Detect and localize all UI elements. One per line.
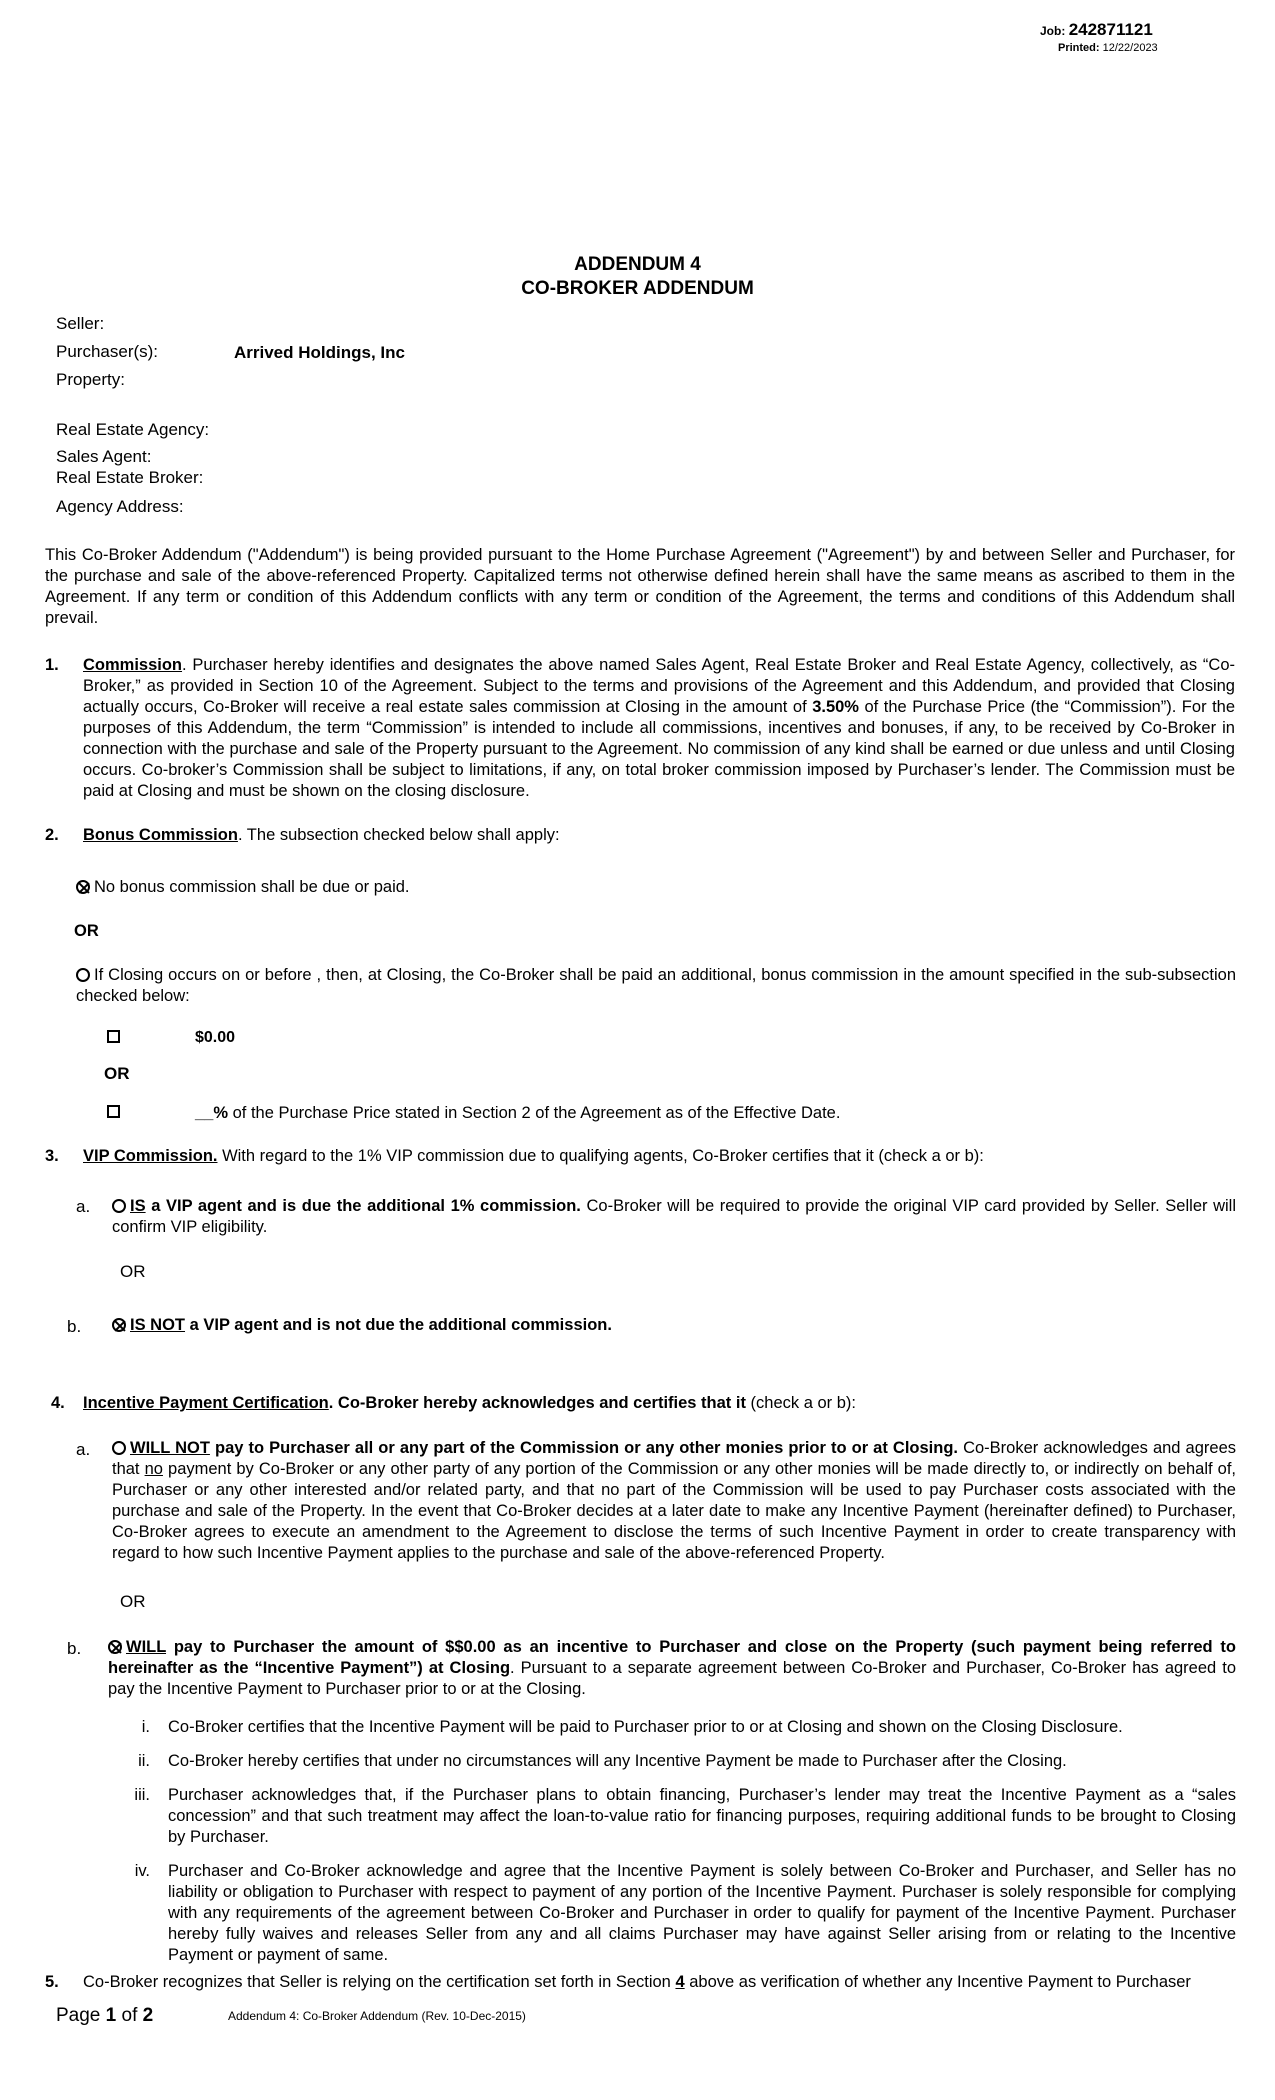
section-2-heading: Bonus Commission (83, 826, 238, 844)
section-2-text: . The subsection checked below shall apply: (237, 826, 560, 844)
list-item (110, 1751, 1236, 1785)
vip-or: OR (120, 1262, 146, 1281)
seller-label: Seller: (56, 314, 105, 333)
incentive-option-a (112, 1438, 1236, 1564)
radio-unchecked-icon[interactable] (112, 1199, 126, 1213)
agency-label: Real Estate Agency: (56, 420, 210, 439)
incentive-a-text-1: Co-Broker acknowledges and agrees that (112, 1439, 1237, 1478)
sub-or-divider: OR (104, 1064, 130, 1083)
incentive-or: OR (120, 1592, 146, 1611)
list-item (110, 1861, 1236, 1966)
item-number: i. (141, 1718, 150, 1736)
incentive-will-not: WILL NOT (130, 1439, 210, 1457)
incentive-a-bold: pay to Purchaser all or any part of the Commission or any other monies prior to or at Closing. (209, 1439, 959, 1457)
vip-is: IS (130, 1197, 146, 1215)
vip-a-text: Co-Broker will be required to provide the original VIP card provided by Seller. Seller will confirm VIP eligibility. (112, 1197, 1237, 1236)
incentive-b-text: . Pursuant to a separate agreement between Co-Broker and Purchaser, Co-Broker has agreed to pay the Incentive Payment to Purchaser prior to or at the Closing. (108, 1659, 1236, 1698)
item-text: Co-Broker certifies that the Incentive Payment will be paid to Purchaser prior to or at Closing and shown on the Closing Disclosure. (168, 1718, 1123, 1736)
job-number: 242871121 (1068, 20, 1153, 39)
percent-checkbox[interactable] (107, 1103, 120, 1123)
percent-text: of the Purchase Price stated in Section 2 of the Agreement as of the Effective Date. (228, 1104, 841, 1122)
section-3-heading: VIP Commission. (83, 1147, 218, 1165)
section-1-text-a: . Purchaser hereby identifies and designates the above named Sales Agent, Real Estate Broker and Real Estate Agency, collectively, as “Co-Broker,” as provided in Section 10 of the Agreement. Subject to the terms and provisions of the Agreement and this Addendum, and provided that Closing actually occurs, Co-Broker will receive a real estate sales commission at Closing in the amount of (83, 656, 1235, 716)
vip-b-label: b. (67, 1317, 82, 1336)
item-text: Purchaser acknowledges that, if the Purchaser plans to obtain financing, Purchaser’s lender may treat the Incentive Payment as a “sales concession” and that such treatment may affect the loan-to-value ratio for financing purposes, requiring additional funds to be brought to Closing by Purchaser. (168, 1786, 1236, 1846)
incentive-will: WILL (126, 1638, 167, 1656)
section-commission (45, 655, 1235, 802)
section-5-ref: 4 (675, 1973, 685, 1991)
incentive-option-b (108, 1637, 1236, 1700)
item-number: iv. (134, 1862, 150, 1880)
of-word: of (121, 2005, 138, 2026)
commission-rate: 3.50% (812, 698, 859, 716)
section-bonus-commission (45, 825, 1235, 846)
property-label: Property: (56, 370, 125, 389)
bonus-option-none (76, 877, 1226, 898)
page-number: 1 (105, 2005, 117, 2026)
section-3-text: With regard to the 1% VIP commission due to qualifying agents, Co-Broker certifies that it (check a or b): (217, 1147, 984, 1165)
section-4-text: (check a or b): (745, 1394, 856, 1412)
bonus-option-date (76, 965, 1236, 1007)
section-2-number: 2. (45, 826, 59, 844)
page-indicator (56, 2005, 153, 2027)
section-5-text-a: Co-Broker recognizes that Seller is relying on the certification set forth in Section (83, 1973, 676, 1991)
section-1-heading: Commission (83, 656, 183, 674)
section-5 (45, 1972, 1235, 1993)
section-4-number: 4. (51, 1394, 65, 1412)
document-title: ADDENDUM 4 (574, 254, 701, 275)
job-id (1040, 20, 1153, 40)
vip-a-bold: a VIP agent and is due the additional 1% commission. (145, 1197, 581, 1215)
or-divider: OR (74, 922, 99, 940)
section-4-bold: . Co-Broker hereby acknowledges and certifies that it (328, 1394, 746, 1412)
address-label: Agency Address: (56, 497, 184, 516)
radio-unchecked-icon[interactable] (76, 968, 90, 982)
incentive-a-text-2: payment by Co-Broker or any other party of any portion of the Commission or any other monies will be made directly to, or indirectly on behalf of, Purchaser or any other interested and/or related party, and that no part of the Commission will be used to pay Purchaser costs associated with the purchase and sale of the Property. In the event that Co-Broker decides at a later date to make any Incentive Payment (hereinafter defined) to Purchaser, Co-Broker agrees to execute an amendment to the Agreement to disclose the terms of such Incentive Payment in order to create transparency with regard to how such Incentive Payment applies to the purchase and sale of the above-referenced Property. (112, 1460, 1237, 1562)
radio-checked-icon[interactable] (108, 1640, 122, 1654)
incentive-b-label: b. (67, 1639, 82, 1658)
broker-label: Real Estate Broker: (56, 468, 204, 487)
incentive-b-bold: pay to Purchaser the amount of $$0.00 as an incentive to Purchaser and close on the Property (such payment being referred to hereinafter as the “Incentive Payment”) at Closing (108, 1638, 1236, 1677)
page-word: Page (56, 2005, 101, 2026)
radio-unchecked-icon[interactable] (112, 1441, 126, 1455)
section-4-heading: Incentive Payment Certification (83, 1394, 329, 1412)
vip-is-not: IS NOT (130, 1316, 186, 1334)
section-1-text-b: of the Purchase Price (the “Commission”). For the purposes of this Addendum, the term “Commission” is intended to include all commissions, incentives and bonuses, if any, to be received by Co-Broker in connection with the purchase and sale of the Property pursuant to the Agreement. No commission of any kind shall be earned or due unless and until Closing occurs. Co-broker’s Commission shall be subject to limitations, if any, on total broker commission imposed by Purchaser’s lender. The Commission must be paid at Closing and must be shown on the closing disclosure. (83, 698, 1236, 800)
checkbox-icon[interactable] (107, 1030, 120, 1043)
item-number: iii. (134, 1786, 150, 1804)
list-item (110, 1785, 1236, 1861)
incentive-a-no: no (144, 1460, 163, 1478)
page-total: 2 (142, 2005, 154, 2026)
bonus-percent (195, 1104, 840, 1123)
radio-checked-icon[interactable] (112, 1318, 126, 1332)
vip-b-bold: a VIP agent and is not due the additional commission. (185, 1316, 612, 1334)
bonus-option-none-text: No bonus commission shall be due or paid. (94, 878, 410, 896)
revision-label: Addendum 4: Co-Broker Addendum (Rev. 10-Dec-2015) (228, 2009, 526, 2023)
incentive-a-label: a. (76, 1440, 91, 1459)
job-label: Job: (1040, 24, 1066, 38)
document-subtitle: CO-BROKER ADDENDUM (521, 278, 754, 299)
radio-checked-icon[interactable] (76, 880, 90, 894)
checkbox-icon[interactable] (107, 1105, 120, 1118)
bonus-amount: $0.00 (195, 1029, 236, 1046)
item-text: Purchaser and Co-Broker acknowledge and agree that the Incentive Payment is solely between Co-Broker and Purchaser, and Seller has no liability or obligation to Purchaser with respect to payment of any portion of the Incentive Payment. Purchaser is solely responsible for complying with any requirements of the agreement between Co-Broker and Purchaser in order to qualify for payment of the Incentive Payment. Purchaser hereby fully waives and releases Seller from any and all claims Purchaser may have against Seller arising from or relating to the Incentive Payment or payment of same. (168, 1862, 1236, 1964)
section-1-number: 1. (45, 656, 59, 674)
agent-label: Sales Agent: (56, 447, 152, 466)
vip-option-b (112, 1315, 1236, 1336)
purchaser-label: Purchaser(s): (56, 342, 159, 361)
bonus-option-date-text: If Closing occurs on or before , then, at Closing, the Co-Broker shall be paid an additional, bonus commission in the amount specified in the sub-subsection checked below: (76, 966, 1236, 1005)
purchaser-value: Arrived Holdings, Inc (234, 343, 405, 362)
section-3-number: 3. (45, 1147, 59, 1165)
percent-blank: __% (195, 1104, 229, 1122)
vip-option-a (112, 1196, 1236, 1238)
section-vip-commission (45, 1146, 1235, 1167)
printed-value: 12/22/2023 (1102, 42, 1158, 54)
amount-checkbox[interactable] (107, 1028, 120, 1048)
list-item (110, 1717, 1236, 1751)
item-number: ii. (138, 1752, 150, 1770)
printed-label: Printed: (1058, 42, 1100, 54)
intro-paragraph: This Co-Broker Addendum ("Addendum") is being provided pursuant to the Home Purchase Agreement ("Agreement") by and between Seller and Purchaser, for the purchase and sale of the above-referenced Property. Capitalized terms not otherwise defined herein shall have the same means as ascribed to them in the Agreement. If any term or condition of this Addendum conflicts with any term or condition of the Agreement, the terms and conditions of this Addendum shall prevail. (45, 546, 1235, 627)
vip-a-label: a. (76, 1197, 91, 1216)
section-5-text-b: above as verification of whether any Incentive Payment to Purchaser (684, 1973, 1191, 1991)
section-5-number: 5. (45, 1973, 59, 1991)
item-text: Co-Broker hereby certifies that under no circumstances will any Incentive Payment be made to Purchaser after the Closing. (168, 1752, 1067, 1770)
incentive-item-list (110, 1717, 1236, 1966)
printed-date (1058, 42, 1158, 54)
section-incentive-payment (45, 1393, 1235, 1414)
